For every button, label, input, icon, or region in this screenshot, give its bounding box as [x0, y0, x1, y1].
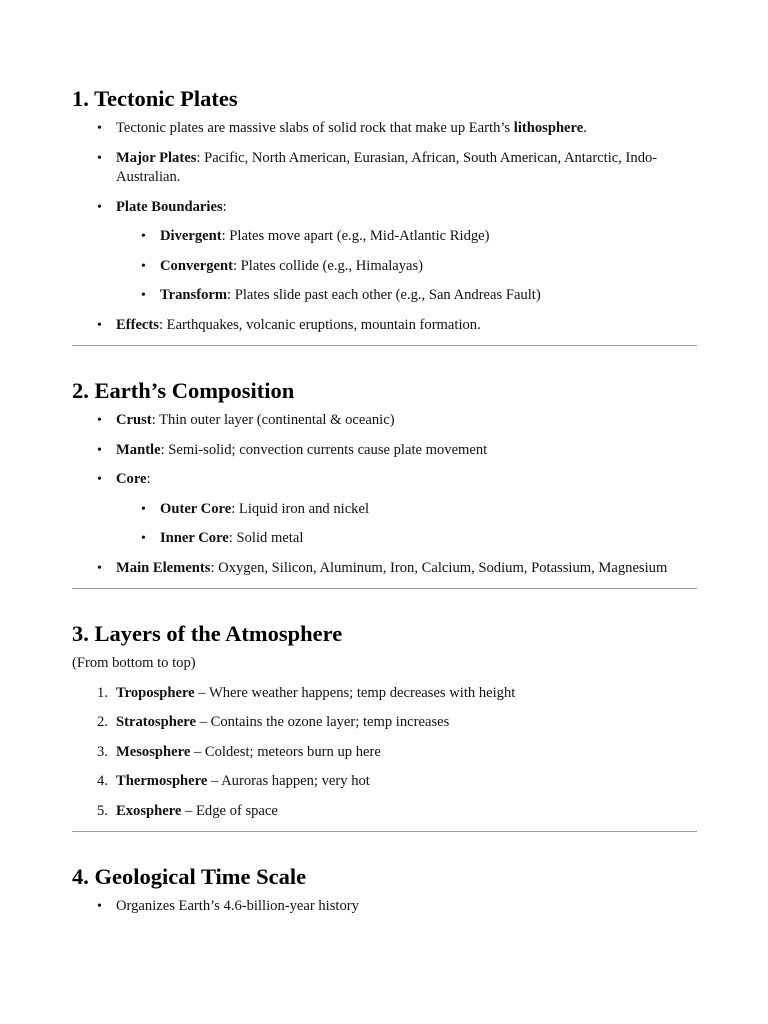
section-tectonic-plates [72, 84, 697, 335]
list-item: • Plate Boundaries: [72, 198, 697, 218]
section-heading: 3. Layers of the Atmosphere [72, 621, 343, 646]
list-number: 3. [97, 743, 108, 760]
document-page [72, 84, 697, 927]
list-item: 2. Stratosphere – Contains the ozone layer; temp increases [72, 713, 697, 733]
list-item: 5. Exosphere – Edge of space [72, 802, 697, 822]
numbered-list [72, 684, 697, 822]
sub-list-item: • Inner Core: Solid metal [72, 529, 697, 549]
section-heading: 4. Geological Time Scale [72, 864, 307, 889]
list-item: 4. Thermosphere – Auroras happen; very hot [72, 772, 697, 792]
bullet-list [72, 411, 697, 578]
section-earth-composition [72, 376, 697, 578]
sub-list-item: • Convergent: Plates collide (e.g., Himalayas) [72, 257, 697, 277]
bullet-list [72, 897, 697, 917]
list-item: 3. Mesosphere – Coldest; meteors burn up here [72, 743, 697, 763]
list-item: • Effects: Earthquakes, volcanic eruptions, mountain formation. [72, 316, 697, 336]
list-number: 2. [97, 714, 108, 730]
divider [72, 588, 697, 589]
list-item: • Tectonic plates are massive slabs of solid rock that make up Earth’s lithosphere. [72, 119, 697, 139]
sub-list-item: • Transform: Plates slide past each other (e.g., San Andreas Fault) [72, 286, 697, 306]
list-item: • Organizes Earth’s 4.6-billion-year history [72, 897, 697, 917]
section-geological-time-scale [72, 862, 697, 917]
section-note: (From bottom to top) [72, 655, 196, 671]
list-number: 4. [97, 773, 108, 789]
list-item: • Crust: Thin outer layer (continental & oceanic) [72, 411, 697, 431]
section-atmosphere-layers [72, 619, 697, 821]
list-item: • Core: [72, 470, 697, 490]
list-item: • Mantle: Semi-solid; convection currents cause plate movement [72, 441, 697, 461]
list-item: • Major Plates: Pacific, North American, Eurasian, African, South American, Antarctic, Indo-Australian. [72, 149, 697, 188]
section-heading: 2. Earth’s Composition [72, 378, 295, 403]
divider [72, 345, 697, 346]
list-number: 5. [97, 802, 108, 819]
bullet-list [72, 119, 697, 335]
list-item: • Main Elements: Oxygen, Silicon, Aluminum, Iron, Calcium, Sodium, Potassium, Magnesium [72, 559, 697, 579]
list-number: 1. [97, 684, 108, 701]
sub-list-item: • Divergent: Plates move apart (e.g., Mid-Atlantic Ridge) [72, 227, 697, 247]
sub-list-item: • Outer Core: Liquid iron and nickel [72, 500, 697, 520]
divider [72, 831, 697, 832]
list-item: 1. Troposphere – Where weather happens; temp decreases with height [72, 684, 697, 704]
section-heading: 1. Tectonic Plates [72, 86, 238, 111]
